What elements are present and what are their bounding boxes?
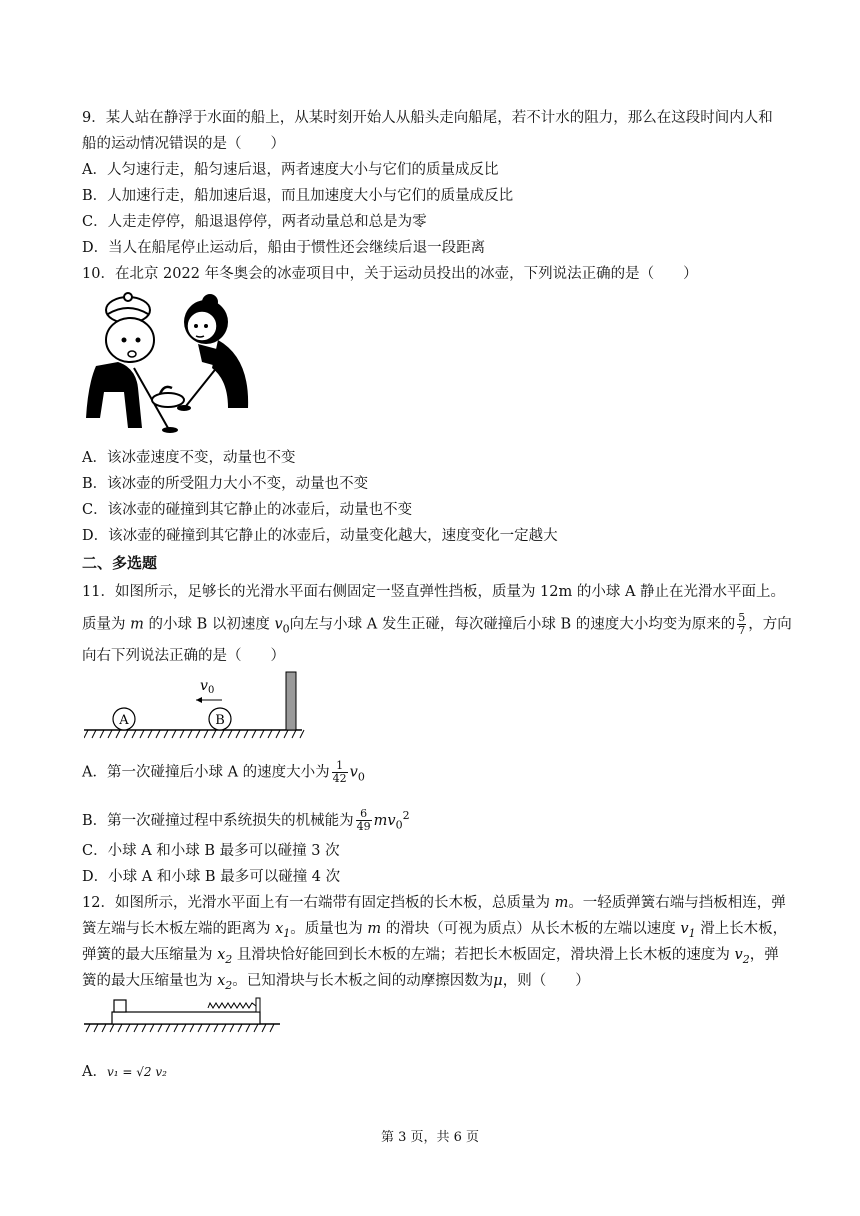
- ball-a-label: A: [119, 713, 129, 728]
- q12-stem-line1: 12．如图所示，光滑水平面上有一右端带有固定挡板的长木板，总质量为 m。一轻质弹簧右端与挡板相连，弹: [82, 895, 786, 911]
- q10-option-b: B．该冰壶的所受阻力大小不变，动量也不变: [82, 476, 369, 492]
- q9-stem-line1: 9．某人站在静浮于水面的船上，从某时刻开始人从船头走向船尾，若不计水的阻力，那么在这段时间内人和: [82, 110, 773, 126]
- q11-stem-line3: 向右下列说法正确的是（ ）: [82, 648, 285, 664]
- q11-option-d: D．小球 A 和小球 B 最多可以碰撞 4 次: [82, 869, 341, 885]
- q9-stem-line2: 船的运动情况错误的是（ ）: [82, 136, 285, 152]
- q9-option-d: D．当人在船尾停止运动后，船由于惯性还会继续后退一段距离: [82, 240, 486, 256]
- section-heading-multiple-choice: 二、多选题: [82, 554, 158, 572]
- q10-option-c: C．该冰壶的碰撞到其它静止的冰壶后，动量也不变: [82, 502, 413, 518]
- q12-option-a: A．v₁ = √2 v₂: [82, 1064, 167, 1080]
- q10-stem: 10．在北京 2022 年冬奥会的冰壶项目中，关于运动员投出的冰壶，下列说法正确的是（ ）: [82, 266, 698, 282]
- q9-option-b: B．人加速行走，船加速后退，而且加速度大小与它们的质量成反比: [82, 188, 514, 204]
- page-footer: 第 3 页，共 6 页: [380, 1130, 480, 1145]
- q9-option-c: C．人走走停停，船退退停停，两者动量总和总是为零: [82, 214, 427, 230]
- fraction-five-sevenths: $\frac{5}{7}$: [738, 611, 746, 637]
- q10-option-a: A．该冰壶速度不变，动量也不变: [82, 450, 296, 466]
- q12-stem-line2: 簧左端与长木板左端的距离为 $x_1$。质量也为 m 的滑块（可视为质点）从长木板的左端以速度 $v_1$ 滑上长木板，: [82, 921, 788, 940]
- ball-b-label: B: [215, 713, 225, 728]
- q11-option-a: A．第一次碰撞后小球 A 的速度大小为 $\frac{1}{42}$ $v_0$: [82, 759, 365, 785]
- q11-stem-line1: 11．如图所示，足够长的光滑水平面右侧固定一竖直弹性挡板，质量为 12m 的小球 A 静止在光滑水平面上。: [82, 584, 786, 600]
- q11-option-b: B．第一次碰撞过程中系统损失的机械能为 $\frac{6}{49}$ $mv_0^2$: [82, 807, 410, 834]
- q12-stem-line4: 簧的最大压缩量也为 $x_2$。已知滑块与长木板之间的动摩擦因数为μ，则（ ）: [82, 973, 590, 992]
- q11-stem-line2: 质量为 m 的小球 B 以初速度 $v_0$向左与小球 A 发生正碰，每次碰撞后小球 B 的速度大小均变为原来的 $\frac{5}{7}$ ，方向: [82, 611, 792, 637]
- q11-collision-figure: [84, 668, 308, 742]
- q11-option-c: C．小球 A 和小球 B 最多可以碰撞 3 次: [82, 843, 340, 859]
- q9-option-a: A．人匀速行走，船匀速后退，两者速度大小与它们的质量成反比: [82, 162, 499, 178]
- q10-option-d: D．该冰壶的碰撞到其它静止的冰壶后，动量变化越大，速度变化一定越大: [82, 528, 558, 544]
- q12-stem-line3: 弹簧的最大压缩量为 $x_2$ 且滑块恰好能回到长木板的左端；若把长木板固定，滑块滑上长木板的速度为 $v_2$，弹: [82, 947, 779, 966]
- q12-board-spring-figure: [84, 994, 284, 1038]
- velocity-subscript: 0: [208, 685, 215, 696]
- curling-illustration: [78, 288, 254, 440]
- velocity-label: v: [200, 678, 208, 694]
